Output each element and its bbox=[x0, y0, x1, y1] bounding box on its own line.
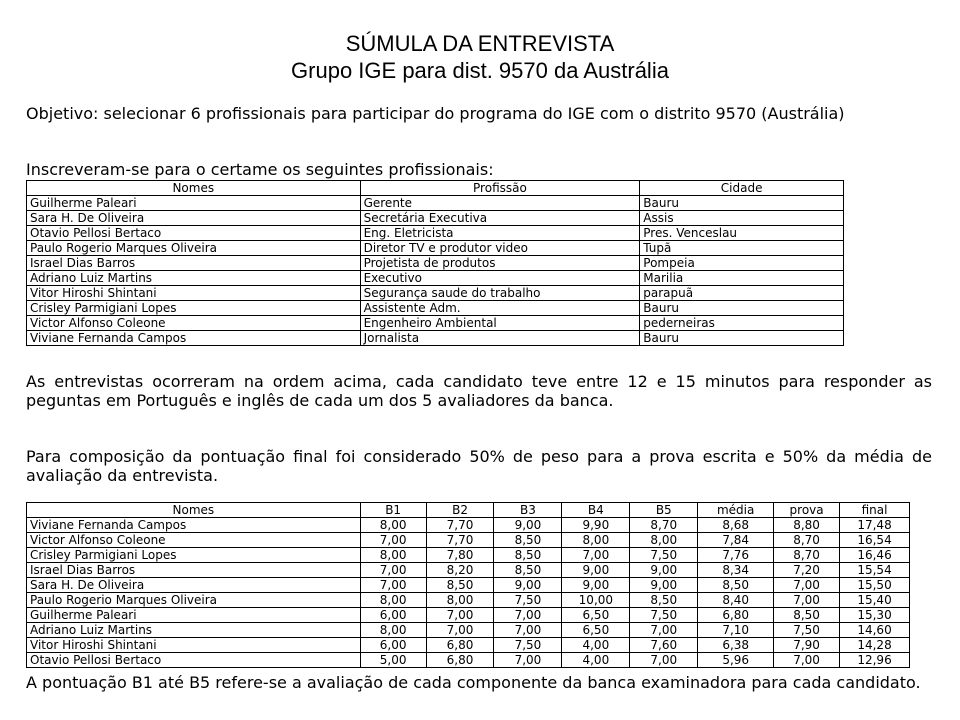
table-cell: 7,00 bbox=[426, 623, 494, 638]
table-cell: 5,00 bbox=[360, 653, 426, 668]
interviews-paragraph: As entrevistas ocorreram na ordem acima, cada candidato teve entre 12 e 15 minutos para responder as peguntas em Português e inglês de cada um dos 5 avaliadores da banca. bbox=[26, 372, 932, 410]
table-cell: Executivo bbox=[360, 271, 640, 286]
table-cell: Crisley Parmigiani Lopes bbox=[27, 301, 361, 316]
table-cell: 8,34 bbox=[698, 563, 774, 578]
table-row bbox=[27, 623, 910, 638]
scores-table bbox=[26, 502, 910, 668]
table-cell: 8,00 bbox=[630, 533, 698, 548]
table-cell: Pres. Venceslau bbox=[640, 226, 844, 241]
table-cell: 6,38 bbox=[698, 638, 774, 653]
table-cell: 6,50 bbox=[562, 623, 630, 638]
table-cell: Adriano Luiz Martins bbox=[27, 623, 361, 638]
column-header: B1 bbox=[360, 503, 426, 518]
table-cell: 7,00 bbox=[494, 608, 562, 623]
candidates-table bbox=[26, 180, 844, 346]
table-cell: 6,00 bbox=[360, 608, 426, 623]
table-cell: 8,50 bbox=[426, 578, 494, 593]
table-cell: 7,20 bbox=[774, 563, 840, 578]
table-cell: 6,50 bbox=[562, 608, 630, 623]
table-cell: Sara H. De Oliveira bbox=[27, 211, 361, 226]
table-cell: 8,50 bbox=[630, 593, 698, 608]
table-cell: 10,00 bbox=[562, 593, 630, 608]
table-row bbox=[27, 286, 844, 301]
table-cell: 7,00 bbox=[426, 608, 494, 623]
table-cell: 8,80 bbox=[774, 518, 840, 533]
table-cell: 7,00 bbox=[774, 653, 840, 668]
table-cell: 8,50 bbox=[494, 533, 562, 548]
table-cell: 15,40 bbox=[840, 593, 910, 608]
table-row bbox=[27, 256, 844, 271]
table-cell: 7,50 bbox=[630, 608, 698, 623]
table-cell: Marilia bbox=[640, 271, 844, 286]
candidates-table-header bbox=[27, 181, 844, 196]
table-cell: 15,50 bbox=[840, 578, 910, 593]
table-cell: 8,50 bbox=[774, 608, 840, 623]
table-cell: 8,20 bbox=[426, 563, 494, 578]
table-row bbox=[27, 533, 910, 548]
column-header: Nomes bbox=[27, 503, 361, 518]
table-row bbox=[27, 316, 844, 331]
table-cell: 6,80 bbox=[426, 653, 494, 668]
table-cell: 8,68 bbox=[698, 518, 774, 533]
table-cell: 8,50 bbox=[494, 563, 562, 578]
table-cell: Victor Alfonso Coleone bbox=[27, 533, 361, 548]
table-cell: 8,40 bbox=[698, 593, 774, 608]
table-cell: 7,00 bbox=[562, 548, 630, 563]
table-cell: 4,00 bbox=[562, 653, 630, 668]
table-cell: 17,48 bbox=[840, 518, 910, 533]
table-cell: 9,00 bbox=[630, 578, 698, 593]
table-cell: 8,00 bbox=[360, 518, 426, 533]
table-cell: 7,84 bbox=[698, 533, 774, 548]
column-header: final bbox=[840, 503, 910, 518]
table-cell: Assistente Adm. bbox=[360, 301, 640, 316]
table-cell: Tupã bbox=[640, 241, 844, 256]
table-row bbox=[27, 241, 844, 256]
document-title: SÚMULA DA ENTREVISTA bbox=[345, 31, 615, 56]
footer-paragraph: A pontuação B1 até B5 refere-se a avaliação de cada componente da banca examinadora para cada candidato. bbox=[26, 673, 921, 692]
table-cell: 7,00 bbox=[630, 623, 698, 638]
table-row bbox=[27, 578, 910, 593]
table-cell: 8,70 bbox=[630, 518, 698, 533]
table-cell: Guilherme Paleari bbox=[27, 196, 361, 211]
document-subtitle: Grupo IGE para dist. 9570 da Austrália bbox=[291, 58, 669, 83]
table-cell: 6,80 bbox=[698, 608, 774, 623]
table-cell: 7,00 bbox=[494, 653, 562, 668]
table-cell: Adriano Luiz Martins bbox=[27, 271, 361, 286]
table-cell: 7,00 bbox=[774, 593, 840, 608]
table-cell: Vitor Hiroshi Shintani bbox=[27, 638, 361, 653]
table-cell: Projetista de produtos bbox=[360, 256, 640, 271]
table-cell: Viviane Fernanda Campos bbox=[27, 331, 361, 346]
table-cell: Otavio Pellosi Bertaco bbox=[27, 226, 361, 241]
table-row bbox=[27, 548, 910, 563]
table-cell: Crisley Parmigiani Lopes bbox=[27, 548, 361, 563]
table-cell: 7,50 bbox=[630, 548, 698, 563]
table-cell: 7,70 bbox=[426, 518, 494, 533]
scores-table-header bbox=[27, 503, 910, 518]
column-header: Cidade bbox=[640, 181, 844, 196]
table-cell: 7,70 bbox=[426, 533, 494, 548]
table-cell: 7,10 bbox=[698, 623, 774, 638]
table-cell: 7,50 bbox=[494, 593, 562, 608]
table-cell: 15,30 bbox=[840, 608, 910, 623]
table-cell: Pompeia bbox=[640, 256, 844, 271]
table-cell: 9,00 bbox=[494, 578, 562, 593]
table-row bbox=[27, 593, 910, 608]
table-row bbox=[27, 301, 844, 316]
table-cell: Engenheiro Ambiental bbox=[360, 316, 640, 331]
table-cell: 7,00 bbox=[360, 533, 426, 548]
table-cell: Victor Alfonso Coleone bbox=[27, 316, 361, 331]
table-cell: 14,28 bbox=[840, 638, 910, 653]
column-header: B5 bbox=[630, 503, 698, 518]
table-cell: 8,70 bbox=[774, 533, 840, 548]
table-cell: parapuã bbox=[640, 286, 844, 301]
column-header: Nomes bbox=[27, 181, 361, 196]
table-cell: 7,90 bbox=[774, 638, 840, 653]
objective-paragraph: Objetivo: selecionar 6 profissionais para participar do programa do IGE com o distrito 9570 (Austrália) bbox=[26, 104, 845, 123]
table-cell: 9,00 bbox=[494, 518, 562, 533]
table-cell: 7,76 bbox=[698, 548, 774, 563]
table-cell: 4,00 bbox=[562, 638, 630, 653]
table-cell: Jornalista bbox=[360, 331, 640, 346]
table-cell: 8,50 bbox=[494, 548, 562, 563]
table-row bbox=[27, 653, 910, 668]
table-cell: 7,50 bbox=[774, 623, 840, 638]
table-cell: 5,96 bbox=[698, 653, 774, 668]
table-cell: 7,00 bbox=[774, 578, 840, 593]
table-cell: 8,00 bbox=[426, 593, 494, 608]
table-cell: 7,00 bbox=[360, 563, 426, 578]
table-cell: 7,60 bbox=[630, 638, 698, 653]
table-cell: 9,90 bbox=[562, 518, 630, 533]
table-cell: Guilherme Paleari bbox=[27, 608, 361, 623]
table-cell: Otavio Pellosi Bertaco bbox=[27, 653, 361, 668]
table-cell: Israel Dias Barros bbox=[27, 256, 361, 271]
table-cell: 8,50 bbox=[698, 578, 774, 593]
table-cell: 6,80 bbox=[426, 638, 494, 653]
column-header: prova bbox=[774, 503, 840, 518]
column-header: B4 bbox=[562, 503, 630, 518]
table-cell: 8,00 bbox=[360, 593, 426, 608]
table-cell: Bauru bbox=[640, 301, 844, 316]
table-cell: 6,00 bbox=[360, 638, 426, 653]
table-cell: Paulo Rogerio Marques Oliveira bbox=[27, 593, 361, 608]
table-row bbox=[27, 518, 910, 533]
table-cell: Bauru bbox=[640, 331, 844, 346]
enrolled-intro: Inscreveram-se para o certame os seguintes profissionais: bbox=[26, 160, 494, 179]
column-header: B3 bbox=[494, 503, 562, 518]
table-cell: Assis bbox=[640, 211, 844, 226]
table-cell: Segurança saude do trabalho bbox=[360, 286, 640, 301]
table-cell: Gerente bbox=[360, 196, 640, 211]
table-cell: Bauru bbox=[640, 196, 844, 211]
table-cell: 12,96 bbox=[840, 653, 910, 668]
table-cell: 16,54 bbox=[840, 533, 910, 548]
table-cell: 9,00 bbox=[562, 578, 630, 593]
table-cell: 9,00 bbox=[562, 563, 630, 578]
table-cell: 9,00 bbox=[630, 563, 698, 578]
table-cell: Sara H. De Oliveira bbox=[27, 578, 361, 593]
table-row bbox=[27, 196, 844, 211]
column-header: média bbox=[698, 503, 774, 518]
table-cell: Diretor TV e produtor video bbox=[360, 241, 640, 256]
table-cell: 7,00 bbox=[494, 623, 562, 638]
table-row bbox=[27, 226, 844, 241]
table-cell: 8,00 bbox=[360, 548, 426, 563]
table-cell: 7,00 bbox=[630, 653, 698, 668]
table-cell: 16,46 bbox=[840, 548, 910, 563]
column-header: Profissão bbox=[360, 181, 640, 196]
table-cell: 7,50 bbox=[494, 638, 562, 653]
table-cell: 15,54 bbox=[840, 563, 910, 578]
table-cell: Secretária Executiva bbox=[360, 211, 640, 226]
table-cell: 8,70 bbox=[774, 548, 840, 563]
table-cell: pederneiras bbox=[640, 316, 844, 331]
scoring-paragraph: Para composição da pontuação final foi considerado 50% de peso para a prova escrita e 50% da média de avaliação da entrevista. bbox=[26, 447, 932, 485]
table-cell: Viviane Fernanda Campos bbox=[27, 518, 361, 533]
table-cell: Paulo Rogerio Marques Oliveira bbox=[27, 241, 361, 256]
table-row bbox=[27, 608, 910, 623]
table-cell: 8,00 bbox=[562, 533, 630, 548]
table-row bbox=[27, 331, 844, 346]
table-cell: Israel Dias Barros bbox=[27, 563, 361, 578]
table-cell: 7,00 bbox=[360, 578, 426, 593]
table-cell: 7,80 bbox=[426, 548, 494, 563]
table-cell: Vitor Hiroshi Shintani bbox=[27, 286, 361, 301]
table-cell: 14,60 bbox=[840, 623, 910, 638]
table-row bbox=[27, 638, 910, 653]
table-row bbox=[27, 271, 844, 286]
table-row bbox=[27, 563, 910, 578]
table-cell: 8,00 bbox=[360, 623, 426, 638]
table-row bbox=[27, 211, 844, 226]
column-header: B2 bbox=[426, 503, 494, 518]
table-cell: Eng. Eletricista bbox=[360, 226, 640, 241]
